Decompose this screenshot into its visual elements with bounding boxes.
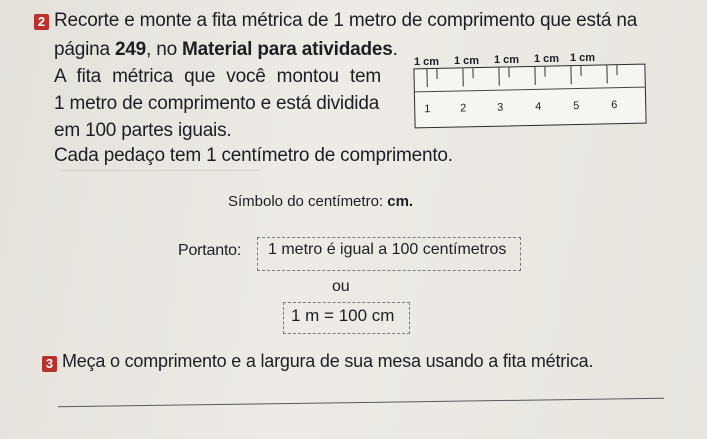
ou-label: ou: [332, 278, 350, 295]
text-fragment: .: [392, 39, 398, 60]
ruler-cm-label: 1 cm: [494, 54, 520, 66]
ruler-number: 1: [424, 103, 431, 116]
ruler-cm-label: 1 cm: [454, 55, 480, 67]
ruler-cm-label: 1 cm: [534, 53, 560, 65]
item-3-badge: 3: [42, 356, 57, 372]
ruler-number: 3: [497, 101, 504, 114]
ruler-cm-label: 1 cm: [570, 52, 596, 64]
text-fragment: página: [54, 39, 115, 60]
item-2-line-6: Cada pedaço tem 1 centímetro de comprimento.: [54, 145, 453, 166]
ruler-cm-label: 1 cm: [414, 56, 440, 68]
ruler-number: 4: [535, 100, 542, 113]
answer-line: [58, 398, 664, 407]
ruler-number: 6: [611, 99, 618, 112]
text-fragment: , no: [146, 39, 183, 60]
ruler-number: 5: [573, 99, 580, 113]
symbol-label: Símbolo do centímetro:: [228, 193, 388, 210]
portanto-label: Portanto:: [178, 242, 242, 259]
page-number: 249: [114, 39, 147, 60]
measuring-tape-illustration: [413, 64, 646, 129]
item-3-text: Meça o comprimento e a largura de sua mesa usando a fita métrica.: [62, 351, 594, 371]
material-title: Material para atividades: [182, 39, 393, 60]
item-2-badge: 2: [34, 14, 49, 30]
symbol-answer: cm.: [387, 193, 414, 210]
item-2-line-2: [54, 39, 398, 61]
item-2-line-4: 1 metro de comprimento e está dividida: [54, 93, 380, 114]
item-2-line-5: em 100 partes iguais.: [54, 120, 232, 141]
show-through-mark: [60, 170, 260, 171]
portanto-answer: 1 metro é igual a 100 centímetros: [268, 241, 507, 258]
symbol-line: [228, 193, 413, 210]
equation-text: 1 m = 100 cm: [291, 306, 395, 325]
item-2-line-1: Recorte e monte a fita métrica de 1 metro de comprimento que está na: [54, 10, 638, 31]
ruler-number: 2: [460, 102, 467, 115]
item-2-line-3: A fita métrica que você montou tem: [54, 66, 382, 87]
